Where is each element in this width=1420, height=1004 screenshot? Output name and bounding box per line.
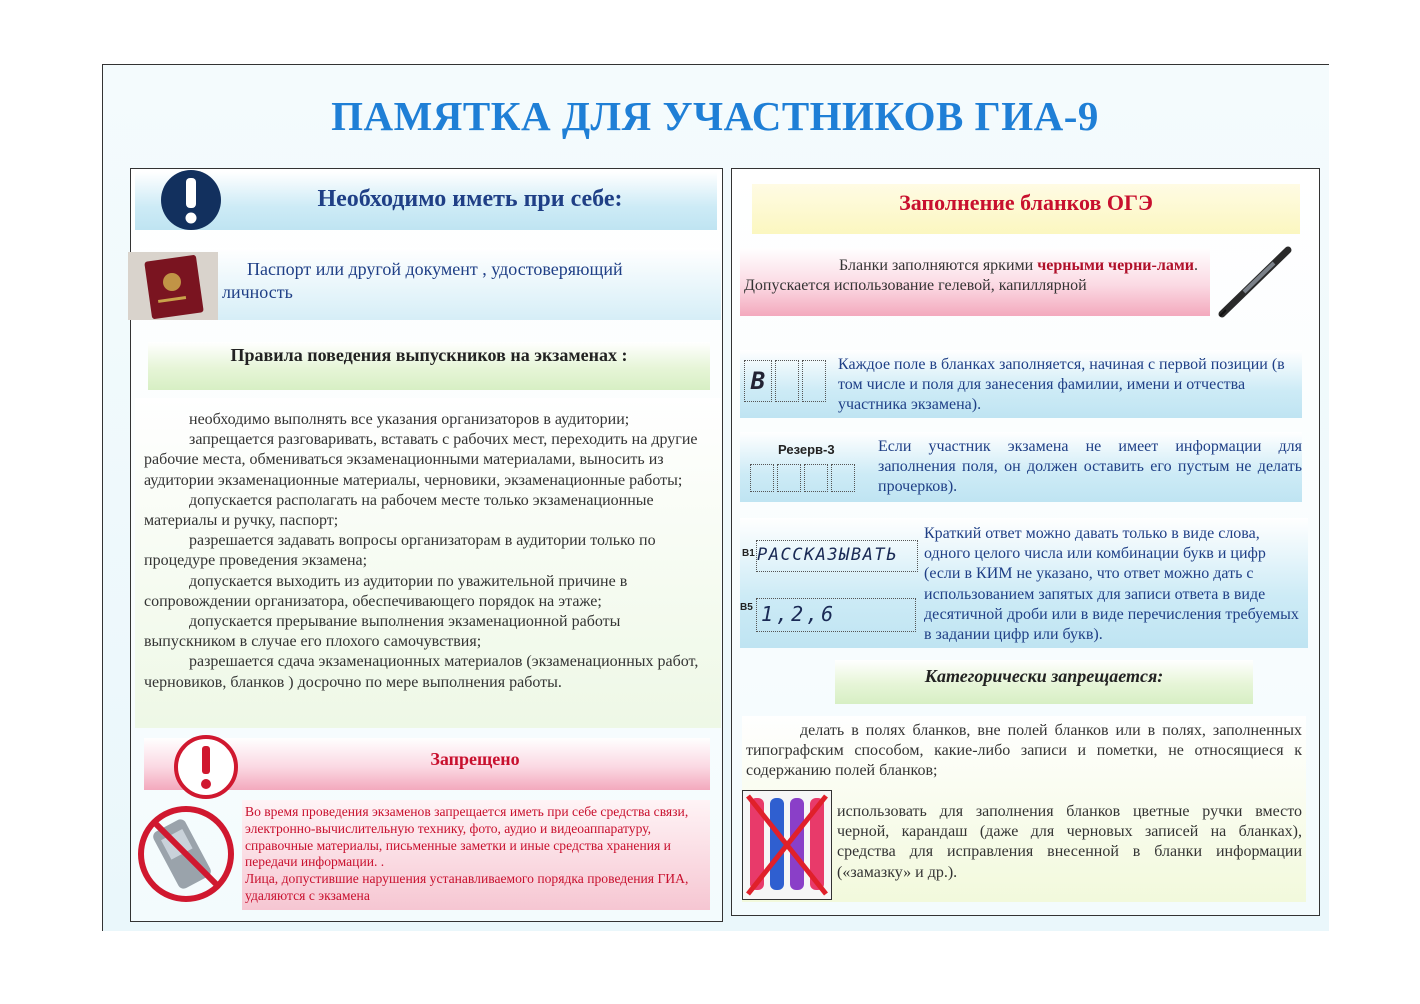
b1-word-text: РАССКАЗЫВАТЬ [757,545,898,565]
rule-item: допускается выходить из аудитории по уважительной причине в сопровождении организатора, обеспечивающего порядок на этаже; [144,572,628,610]
categorical-text-1: делать в полях бланков, вне полей бланков или в полях, заполненных типографским способом, какие-либо записи и пометки, не относящиеся к содержанию полей бланков; [746,722,1302,780]
sample-cell-empty [777,464,801,492]
page-title: ПАМЯТКА ДЛЯ УЧАСТНИКОВ ГИА-9 [331,93,1099,139]
rule1-sample [744,360,834,408]
sample-cell-empty [802,360,826,402]
ink-text-bold: черными черни-лами [1037,257,1194,274]
categorical-text-2: использовать для заполнения бланков цветные ручки вместо черной, карандаш (даже для черновых записей на бланках), средства для исправления внесенной в бланки информации («замазку» и др.). [837,803,1302,881]
b5-chars-text: 1,2,6 [761,602,837,626]
rule-item: необходимо выполнять все указания организаторов в аудитории; [189,411,630,428]
ink-text-after: . Допускается использование гелевой, капиллярной [744,257,1198,294]
sample-cell-empty [775,360,799,402]
rule-item: разрешается сдача экзаменационных материалов (экзаменационных работ, черновиков, бланков ) досрочно по мере выполнения работы. [144,653,699,691]
rule2-sample [750,464,876,498]
must-have-heading: Необходимо иметь при себе: [317,186,623,212]
rule-item: разрешается задавать вопросы организаторам в аудитории только по процедуре проведения экзамена; [144,532,656,570]
no-phone-image [134,800,238,908]
b1-word [756,540,918,572]
sample-cell-filled: В [744,360,772,402]
rule-item: допускается располагать на рабочем месте только экзаменационные материалы и ручку, паспорт; [144,491,654,530]
rules-list [144,410,706,693]
must-have-text: Паспорт или другой документ , удостоверяющий личность [222,259,623,302]
rule-item: допускается прерывание выполнения экзаменационной работы выпускником в случае его плохого самочувствия; [144,613,621,651]
forbidden-heading: Запрещено [430,749,520,769]
ink-text [744,256,1204,296]
categorical-heading: Категорически запрещается: [924,666,1164,686]
blanks-heading: Заполнение бланков ОГЭ [899,190,1153,215]
rule3-text: Краткий ответ можно давать только в виде слова, одного целого числа или комбинации букв и цифр (если в КИМ не указано, что ответ можно дать с использованием запятых для записи ответа в виде десятичной дроби или в виде перечисления требуемых в задании цифр или букв). [924,525,1299,644]
rule1-text: Каждое поле в бланках заполняется, начиная с первой позиции (в том числе и поля для занесения фамилии, имени и отчества участника экзамена). [838,356,1285,414]
forbidden-text-2: Лица, допустившие нарушения устанавливаемого порядка проведения ГИА, удаляются с экзамена [245,871,689,903]
exclamation-icon [155,168,227,232]
b5-chars [756,598,916,632]
rule2-text: Если участник экзамена не имеет информации для заполнения поля, он должен оставить его пустым не делать прочерков). [878,438,1302,496]
ink-text-before: Бланки заполняются яркими [839,257,1038,274]
rule-item: запрещается разговаривать, вставать с рабочих мест, переходить на другие рабочие места, обмениваться экзаменационными материалами, выносить из аудитории экзаменационные материалы, черновики, экзаменационные работы; [144,431,698,489]
sample-cell-empty [831,464,855,492]
sample-cell-empty [804,464,828,492]
sample-cell-empty [750,464,774,492]
b1-label: В1 [742,548,755,559]
colored-pens-image [742,790,832,900]
b5-label: В5 [740,602,753,613]
rule2-sample-label: Резерв-3 [778,442,835,457]
forbidden-text [245,804,707,905]
warning-icon [172,734,240,800]
forbidden-text-1: Во время проведения экзаменов запрещается иметь при себе средства связи, электронно-вычислительную технику, фото, аудио и видеоаппаратуру, справочные материалы, письменные заметки и иные средства хранения и передачи информации. . [245,804,689,870]
passport-image [128,252,218,320]
rules-heading: Правила поведения выпускников на экзаменах : [230,345,628,365]
pen-icon [1214,244,1300,318]
